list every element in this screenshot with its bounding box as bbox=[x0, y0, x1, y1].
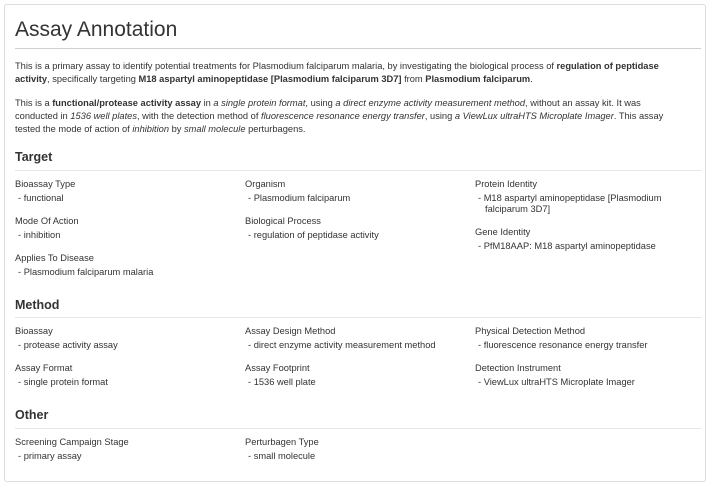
field-biological-process bbox=[245, 215, 465, 241]
field-values bbox=[245, 340, 465, 351]
field-values bbox=[245, 230, 465, 241]
desc2-text-9: perturbagens. bbox=[245, 124, 306, 134]
field-value: - single protein format bbox=[15, 377, 235, 388]
desc1-text-1: This is a primary assay to identify potential treatments for Plasmodium falciparum malaria, by investigating the biological process of bbox=[15, 61, 557, 71]
field-values bbox=[475, 241, 685, 252]
page-title: Assay Annotation bbox=[15, 18, 178, 41]
field-label: Assay Design Method bbox=[245, 326, 336, 336]
field-values bbox=[475, 193, 675, 215]
desc2-text-4: , without an assay kit. It was conducted in bbox=[15, 98, 641, 121]
section-title-method: Method bbox=[15, 298, 60, 312]
title-divider bbox=[15, 48, 701, 49]
desc1-organism: Plasmodium falciparum bbox=[425, 74, 531, 84]
field-label: Screening Campaign Stage bbox=[15, 437, 129, 447]
section-title-other: Other bbox=[15, 408, 49, 422]
field-gene-identity bbox=[475, 226, 685, 252]
section-divider-other bbox=[15, 428, 701, 429]
desc2-text-1: This is a bbox=[15, 98, 53, 108]
section-divider-method bbox=[15, 317, 701, 318]
field-label: Biological Process bbox=[245, 216, 321, 226]
desc2-detection-method: fluorescence resonance energy transfer bbox=[261, 111, 425, 121]
field-detection-instrument bbox=[475, 362, 695, 388]
field-values bbox=[15, 340, 235, 351]
field-label: Mode Of Action bbox=[15, 216, 79, 226]
field-value: - inhibition bbox=[15, 230, 235, 241]
field-values bbox=[15, 377, 235, 388]
field-label: Bioassay bbox=[15, 326, 53, 336]
field-value: - fluorescence resonance energy transfer bbox=[475, 340, 695, 351]
field-values bbox=[245, 451, 465, 462]
field-label: Assay Footprint bbox=[245, 363, 310, 373]
field-label: Bioassay Type bbox=[15, 179, 76, 189]
field-values bbox=[475, 340, 695, 351]
field-label: Applies To Disease bbox=[15, 253, 94, 263]
field-value: - direct enzyme activity measurement method bbox=[245, 340, 465, 351]
field-label: Gene Identity bbox=[475, 227, 531, 237]
field-value: - protease activity assay bbox=[15, 340, 235, 351]
field-value: - PfM18AAP: M18 aspartyl aminopeptidase bbox=[475, 241, 685, 252]
field-assay-format bbox=[15, 362, 235, 388]
desc2-text-8: by bbox=[169, 124, 185, 134]
field-bioassay-type bbox=[15, 178, 235, 204]
section-title-target: Target bbox=[15, 150, 53, 164]
desc2-text-2: in bbox=[201, 98, 214, 108]
field-value: - functional bbox=[15, 193, 235, 204]
assay-description-summary bbox=[15, 60, 675, 86]
field-values bbox=[475, 377, 695, 388]
field-values bbox=[245, 377, 465, 388]
field-value: - regulation of peptidase activity bbox=[245, 230, 465, 241]
desc2-design-method: a direct enzyme activity measurement method bbox=[335, 98, 526, 108]
field-label: Detection Instrument bbox=[475, 363, 561, 373]
field-label: Perturbagen Type bbox=[245, 437, 319, 447]
desc2-assay-type: functional/protease activity assay bbox=[52, 98, 202, 108]
assay-annotation-panel bbox=[4, 4, 706, 482]
field-applies-to-disease bbox=[15, 252, 235, 278]
field-protein-identity bbox=[475, 178, 675, 215]
field-values bbox=[15, 193, 235, 204]
desc2-text-6: , using bbox=[424, 111, 455, 121]
field-perturbagen-type bbox=[245, 436, 465, 462]
field-values bbox=[245, 193, 465, 204]
field-assay-footprint bbox=[245, 362, 465, 388]
field-label: Organism bbox=[245, 179, 286, 189]
field-value: - small molecule bbox=[245, 451, 465, 462]
field-physical-detection-method bbox=[475, 325, 695, 351]
field-values bbox=[15, 451, 235, 462]
field-organism bbox=[245, 178, 465, 204]
desc1-biological-process: regulation of peptidase activity bbox=[15, 61, 659, 84]
field-bioassay bbox=[15, 325, 235, 351]
assay-description-details bbox=[15, 97, 675, 136]
desc2-perturbagen: small molecule bbox=[184, 124, 246, 134]
desc1-text-2: , specifically targeting bbox=[47, 74, 139, 84]
field-value: - ViewLux ultraHTS Microplate Imager bbox=[475, 377, 695, 388]
field-value: - Plasmodium falciparum bbox=[245, 193, 465, 204]
field-value: - M18 aspartyl aminopeptidase [Plasmodium falciparum 3D7] bbox=[475, 193, 665, 215]
field-value: - 1536 well plate bbox=[245, 377, 465, 388]
field-assay-design-method bbox=[245, 325, 465, 351]
desc2-text-5: , with the detection method of bbox=[136, 111, 262, 121]
field-label: Physical Detection Method bbox=[475, 326, 586, 336]
desc1-target: M18 aspartyl aminopeptidase [Plasmodium falciparum 3D7] bbox=[138, 74, 402, 84]
field-values bbox=[15, 267, 235, 278]
section-divider-target bbox=[15, 170, 701, 171]
field-value: - primary assay bbox=[15, 451, 235, 462]
desc2-text-7: . This assay tested the mode of action of bbox=[15, 111, 664, 134]
desc2-instrument: a ViewLux ultraHTS Microplate Imager bbox=[454, 111, 614, 121]
desc2-format: a single protein format bbox=[213, 98, 306, 108]
field-label: Assay Format bbox=[15, 363, 73, 373]
field-value: - Plasmodium falciparum malaria bbox=[15, 267, 235, 278]
desc1-text-3: from bbox=[401, 74, 426, 84]
desc2-footprint: 1536 well plates bbox=[70, 111, 137, 121]
field-mode-of-action bbox=[15, 215, 235, 241]
desc1-text-4: . bbox=[530, 74, 533, 84]
desc2-text-3: , using bbox=[305, 98, 336, 108]
field-screening-campaign-stage bbox=[15, 436, 235, 462]
field-values bbox=[15, 230, 235, 241]
field-label: Protein Identity bbox=[475, 179, 538, 189]
desc2-mode-of-action: inhibition bbox=[132, 124, 170, 134]
